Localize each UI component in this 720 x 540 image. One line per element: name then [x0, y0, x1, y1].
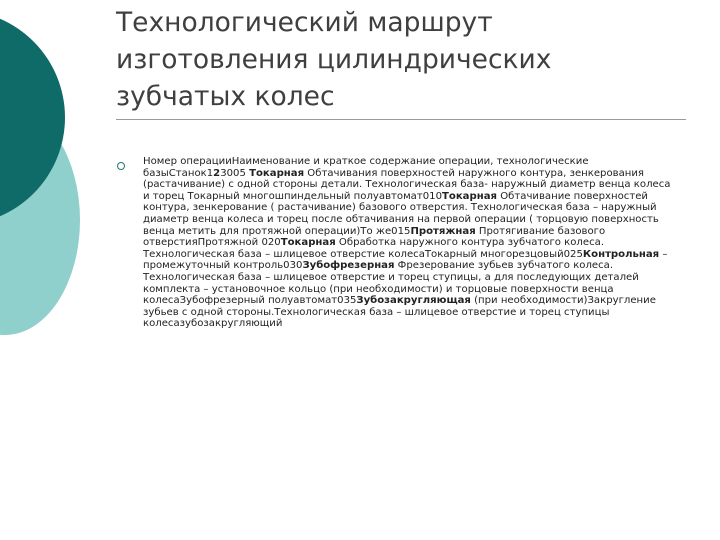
operation-name: Протяжная	[410, 225, 476, 237]
operation-name: Токарная	[249, 167, 305, 179]
operation-name: 2	[213, 167, 221, 179]
title-divider	[116, 119, 686, 120]
body-segment: Обтачивания поверхностей наружного контура, зенкерования (растачивание) с одной стороны детали. Технологическая база- наружный диаметр венца колеса и торец Токарный многошпиндельный полуавтомат010	[143, 167, 671, 202]
operation-name: Контрольная	[582, 248, 660, 260]
body-segment: Фрезерование зубьев зубчатого колеса. Технологическая база – шлицевое отверстие и торец ступицы, а для последующих деталей комплекта – установочное кольцо (при необходимости) и торцовые поверхности венца колесаЗубофрезерный полуавтомат035	[143, 260, 639, 307]
bullet-circle-icon	[117, 162, 125, 170]
operation-name: Зубозакругляющая	[356, 295, 471, 307]
body-segment: – промежуточный контроль030	[143, 248, 668, 272]
body-segment: Протягивание базового отверстияПротяжной 020	[143, 225, 606, 249]
title-line: зубчатых колес	[116, 81, 335, 112]
body-segment: (при необходимости)Закругление зубьев с одной стороны.Технологическая база – шлицевое отверстие и торец ступицы колесазубозакругляющий	[143, 295, 656, 330]
body-segment: 3005	[220, 167, 250, 179]
decorative-circles	[0, 0, 110, 540]
title-line: Технологический маршрут	[116, 7, 493, 38]
body-segment: Обработка наружного контура зубчатого колеса. Технологическая база – шлицевое отверстие колесаТокарный многорезцовый025	[143, 237, 605, 260]
operation-name: Зубофрезерная	[302, 260, 395, 272]
body-segment: Номер операцииНаименование и краткое содержание операции, технологические базыСтанок1	[143, 156, 589, 179]
body-segment: Обтачивание поверхностей контура, зенкерование ( растачивание) базового отверстия. Технологическая база – наружный диаметр венца колеса и торец после обтачивания на первой операции ( торцовую поверхность венца метить для протяжной операции)То же015	[143, 190, 659, 237]
operation-name: Токарная	[442, 190, 497, 202]
operation-name: Токарная	[280, 237, 336, 249]
title-line: изготовления цилиндрических	[116, 44, 552, 75]
slide-body-text	[143, 156, 673, 330]
slide-title	[116, 4, 686, 115]
